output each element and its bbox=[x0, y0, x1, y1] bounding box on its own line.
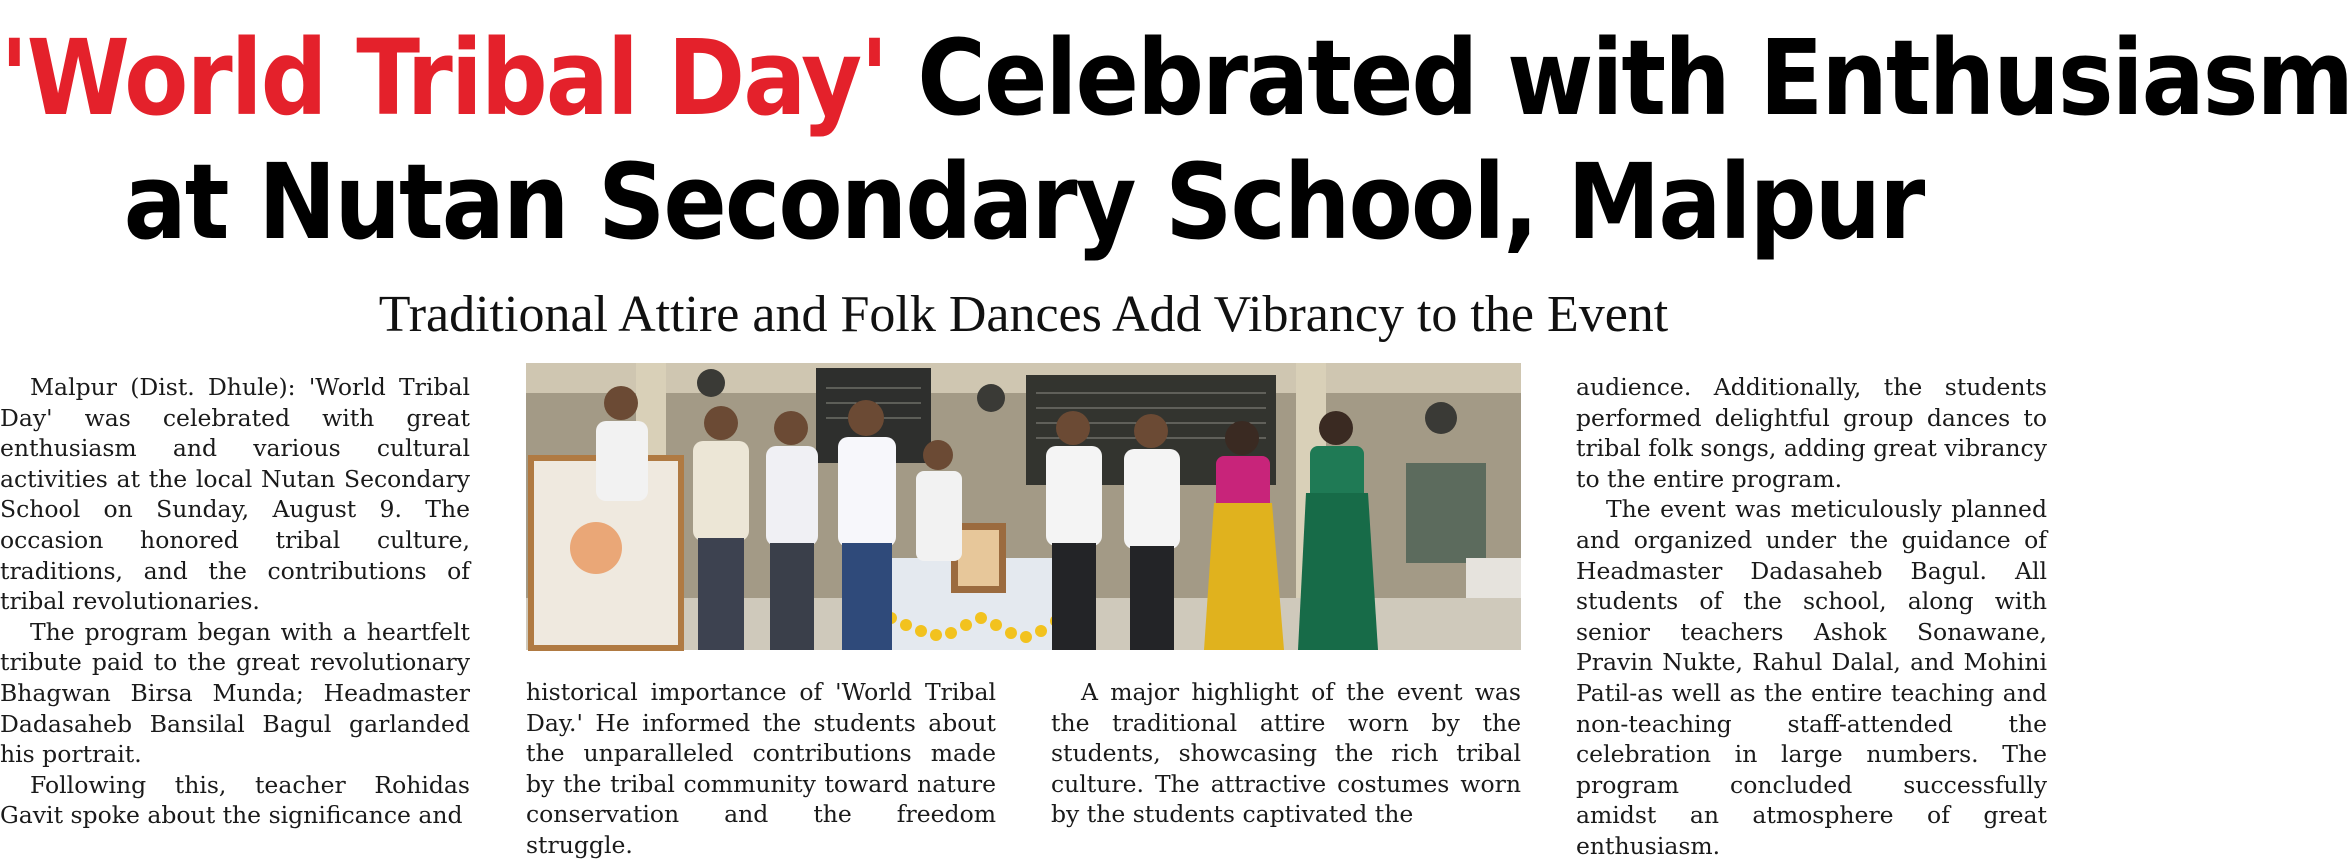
paragraph: Malpur (Dist. Dhule): 'World Tribal Day' was celebrated with great enthusiasm and various cultural activities at the local Nutan Secondary School on Sunday, August 9. The occasion honored tribal culture, traditions, and the contributions of tribal revolutionaries. bbox=[0, 373, 470, 616]
paragraph: A major highlight of the event was the traditional attire worn by the students, showcasing the rich tribal culture. The attractive costumes worn by the students captivated the bbox=[1051, 678, 1521, 829]
article-column-1 bbox=[0, 372, 470, 831]
headline-line-2: at Nutan Secondary School, Malpur bbox=[123, 141, 1924, 263]
headline-line-1-rest: Celebrated with Enthusiasm bbox=[886, 17, 2352, 139]
paragraph: The event was meticulously planned and organized under the guidance of Headmaster Dadasaheb Bagul. All students of the school, along with senior teachers Ashok Sonawane, Pravin Nukte, Rahul Dalal, and Mohini Patil-as well as the entire teaching and non-teaching staff-attended the celebration in large numbers. The program concluded successfully amidst an atmosphere of great enthusiasm. bbox=[1576, 495, 2047, 860]
paragraph: audience. Additionally, the students performed delightful group dances to tribal folk songs, adding great vibrancy to the entire program. bbox=[1576, 373, 2047, 493]
headline-highlight: 'World Tribal Day' bbox=[0, 17, 887, 139]
paragraph: The program began with a heartfelt tribute paid to the great revolutionary Bhagwan Birsa Munda; Headmaster Dadasaheb Bansilal Bagul garlanded his portrait. bbox=[0, 617, 470, 769]
event-photo bbox=[526, 363, 1521, 650]
subheadline: Traditional Attire and Folk Dances Add Vibrancy to the Event bbox=[378, 286, 1669, 343]
paragraph: historical importance of 'World Tribal Day.' He informed the students about the unparalleled contributions made by the tribal community toward nature conservation and the freedom struggle. bbox=[526, 678, 996, 859]
paragraph: Following this, teacher Rohidas Gavit spoke about the significance and bbox=[0, 770, 470, 830]
article-column-4 bbox=[1576, 372, 2047, 862]
article-column-2 bbox=[526, 677, 996, 861]
headline-line-1 bbox=[0, 16, 2352, 140]
article-column-3 bbox=[1051, 677, 1521, 830]
